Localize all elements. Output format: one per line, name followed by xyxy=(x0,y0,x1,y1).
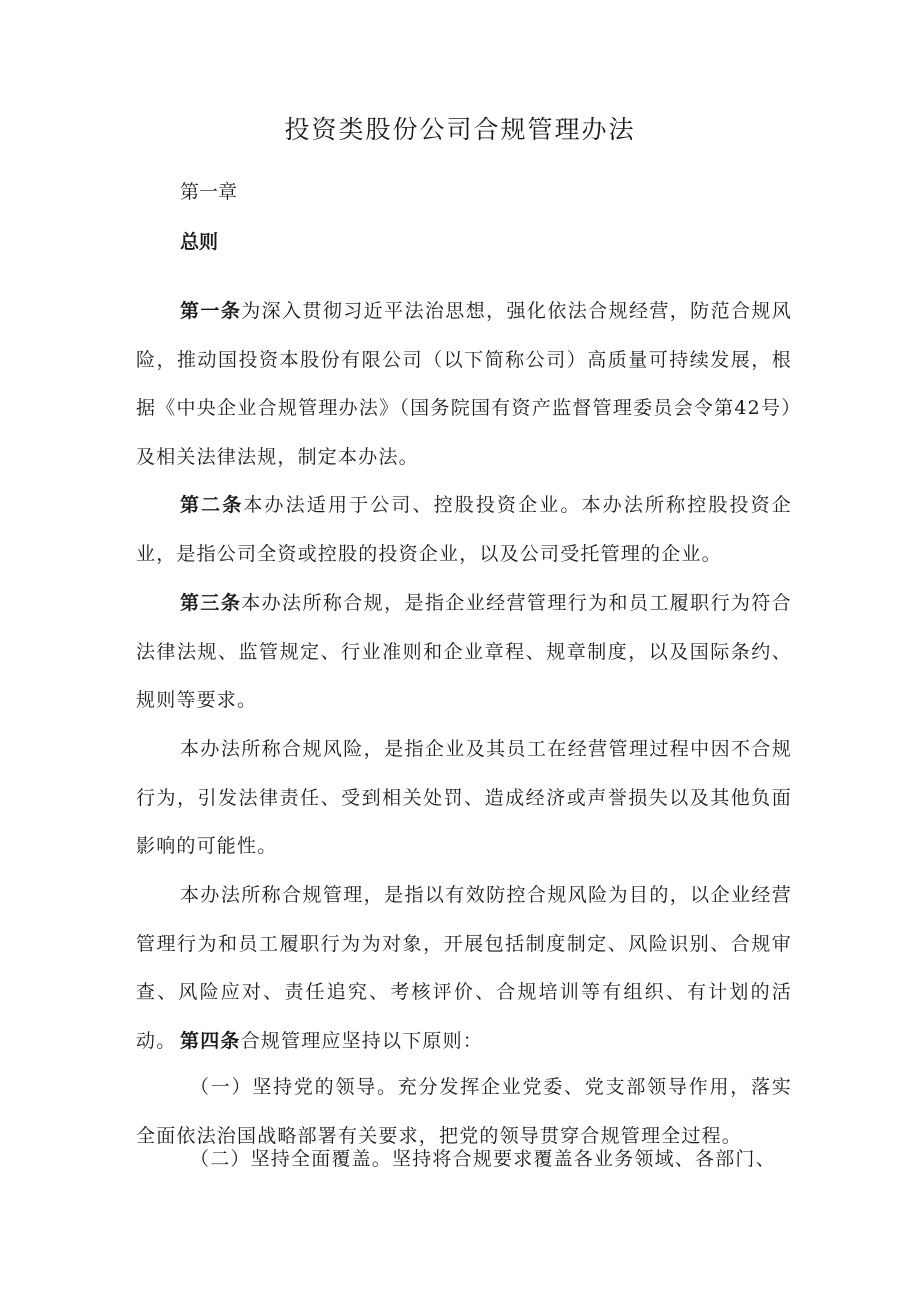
article-lead: 第一条 xyxy=(180,300,242,322)
article-text: 本办法适用于公司、控股投资企业。本办法所称控股投资企业，是指公司全资或控股的投资企业，以及公司受托管理的企业。 xyxy=(136,494,792,565)
article-text: 本办法所称合规，是指企业经营管理行为和员工履职行为符合法律法规、监管规定、行业准则和企业章程、规章制度，以及国际条约、规则等要求。 xyxy=(136,592,793,711)
paragraph-text: 本办法所称合规管理，是指以有效防控合规风险为目的，以企业经营管理行为和员工履职行为为对象，开展包括制度制定、风险识别、合规审查、风险应对、责任追究、考核评价、合规培训等有组织、有计划的活动。 xyxy=(136,884,792,1052)
chapter-title: 总则 xyxy=(180,231,219,253)
paragraph-text: （一）坚持党的领导。充分发挥企业党委、党支部领导作用，落实全面依法治国战略部署有关要求，把党的领导贯穿合规管理全过程。 xyxy=(136,1076,792,1147)
principle-2-paragraph xyxy=(136,1135,792,1184)
article-text: 为深入贯彻习近平法治思想，强化依法合规经营，防范合规风险，推动国投资本股份有限公司（以下简称公司）高质量可持续发展，根据《中央企业合规管理办法》（国务院国有资产监督管理委员会令第42号）及相关法律法规，制定本办法。 xyxy=(136,300,793,468)
article-3-paragraph xyxy=(136,579,792,725)
paragraph-text: （二）坚持全面覆盖。坚持将合规要求覆盖各业务领域、各部门、 xyxy=(190,1148,776,1170)
article-1-paragraph xyxy=(136,287,792,481)
article-4-paragraph xyxy=(136,1017,792,1066)
paragraph-text: 本办法所称合规风险，是指企业及其员工在经营管理过程中因不合规行为，引发法律责任、受到相关处罚、造成经济或声誉损失以及其他负面影响的可能性。 xyxy=(136,738,792,857)
article-text: 合规管理应坚持以下原则： xyxy=(240,1030,484,1052)
article-lead: 第二条 xyxy=(180,494,244,516)
chapter-label: 第一章 xyxy=(180,181,238,203)
article-lead: 第四条 xyxy=(180,1030,241,1052)
article-2-paragraph xyxy=(136,481,792,578)
document-title: 投资类股份公司合规管理办法 xyxy=(284,115,636,144)
compliance-risk-paragraph xyxy=(136,725,792,871)
article-lead: 第三条 xyxy=(180,592,242,614)
